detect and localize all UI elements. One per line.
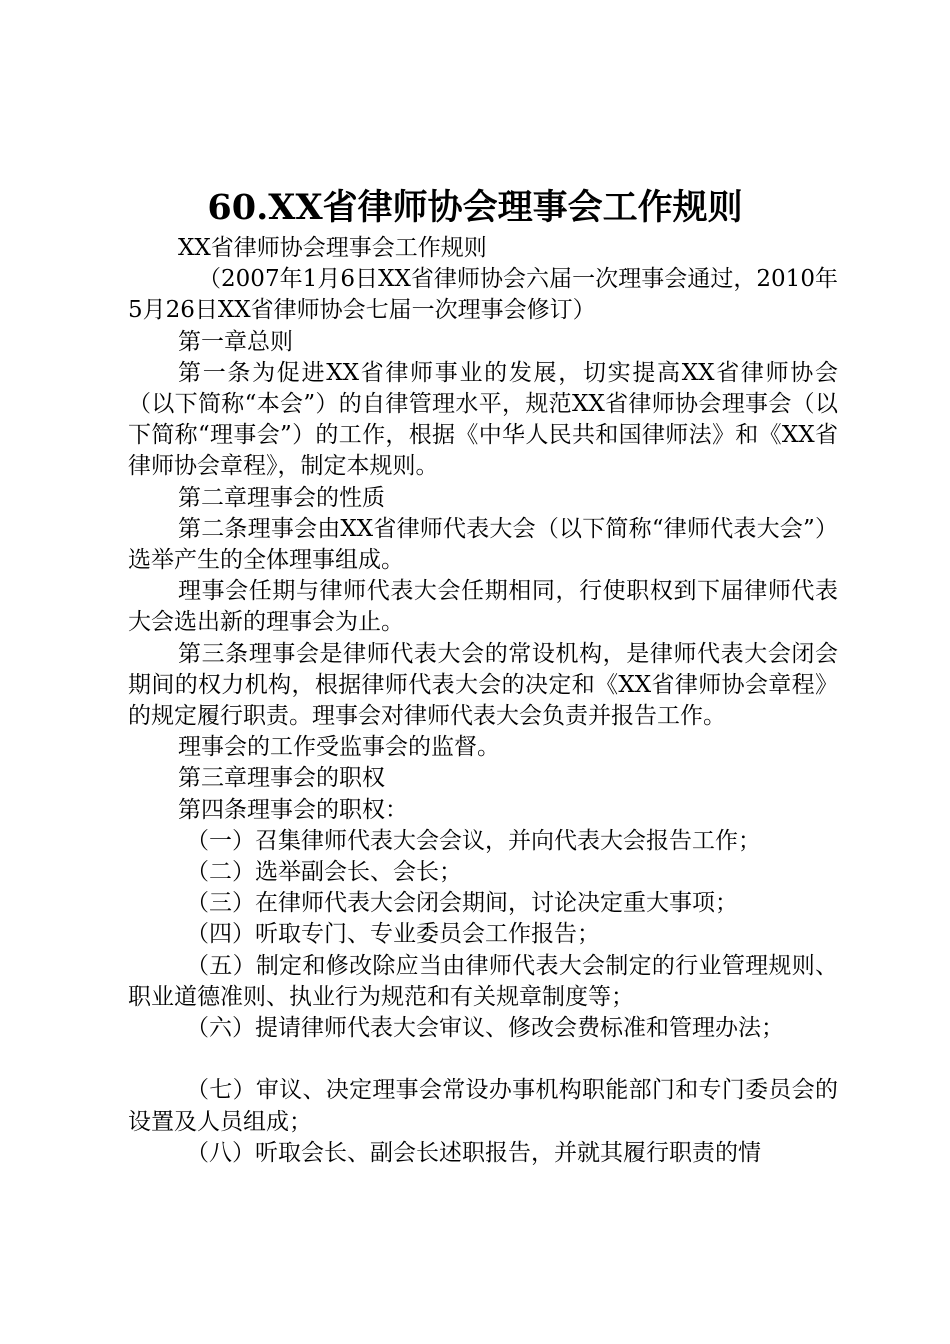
article-paragraph: 第二条理事会由XX省律师代表大会（以下简称“律师代表大会”）选举产生的全体理事组成。 <box>128 515 838 574</box>
chapter-heading: 第三章理事会的职权 <box>178 765 385 792</box>
body-paragraph: 理事会的工作受监事会的监督。 <box>178 734 500 761</box>
chapter-heading: 第二章理事会的性质 <box>178 484 385 511</box>
list-item: （一）召集律师代表大会会议，并向代表大会报告工作； <box>186 827 761 854</box>
chapter-heading: 第一章总则 <box>178 328 293 355</box>
list-item: （七）审议、决定理事会常设办事机构职能部门和专门委员会的设置及人员组成； <box>128 1077 838 1135</box>
article-paragraph: 第三条理事会是律师代表大会的常设机构，是律师代表大会闭会期间的权力机构，根据律师代表大会的决定和《XX省律师协会章程》的规定履行职责。理事会对律师代表大会负责并报告工作。 <box>128 640 838 730</box>
list-item: （八）听取会长、副会长述职报告，并就其履行职责的情 <box>186 1139 761 1166</box>
document-body <box>128 233 838 1169</box>
adoption-note-paragraph: （2007年1月6日XX省律师协会六届一次理事会通过，2010年5月26日XX省律师协会七届一次理事会修订） <box>128 266 838 324</box>
blank-line <box>128 1044 838 1075</box>
subtitle-paragraph: XX省律师协会理事会工作规则 <box>178 235 487 261</box>
list-item: （四）听取专门、专业委员会工作报告； <box>186 921 600 948</box>
document-title: 60.XX省律师协会理事会工作规则 <box>207 187 743 228</box>
list-item: （五）制定和修改除应当由律师代表大会制定的行业管理规则、职业道德准则、执业行为规范和有关规章制度等； <box>128 952 838 1010</box>
list-item: （二）选举副会长、会长； <box>186 859 462 886</box>
article-paragraph: 第四条理事会的职权： <box>178 796 408 823</box>
list-item: （六）提请律师代表大会审议、修改会费标准和管理办法； <box>186 1015 784 1042</box>
body-paragraph: 理事会任期与律师代表大会任期相同，行使职权到下届律师代表大会选出新的理事会为止。 <box>128 578 838 636</box>
list-item: （三）在律师代表大会闭会期间，讨论决定重大事项； <box>186 890 738 917</box>
article-paragraph: 第一条为促进XX省律师事业的发展，切实提高XX省律师协会（以下简称“本会”）的自律管理水平，规范XX省律师协会理事会（以下简称“理事会”）的工作，根据《中华人民共和国律师法》和《XX省律师协会章程》，制定本规则。 <box>128 359 838 480</box>
